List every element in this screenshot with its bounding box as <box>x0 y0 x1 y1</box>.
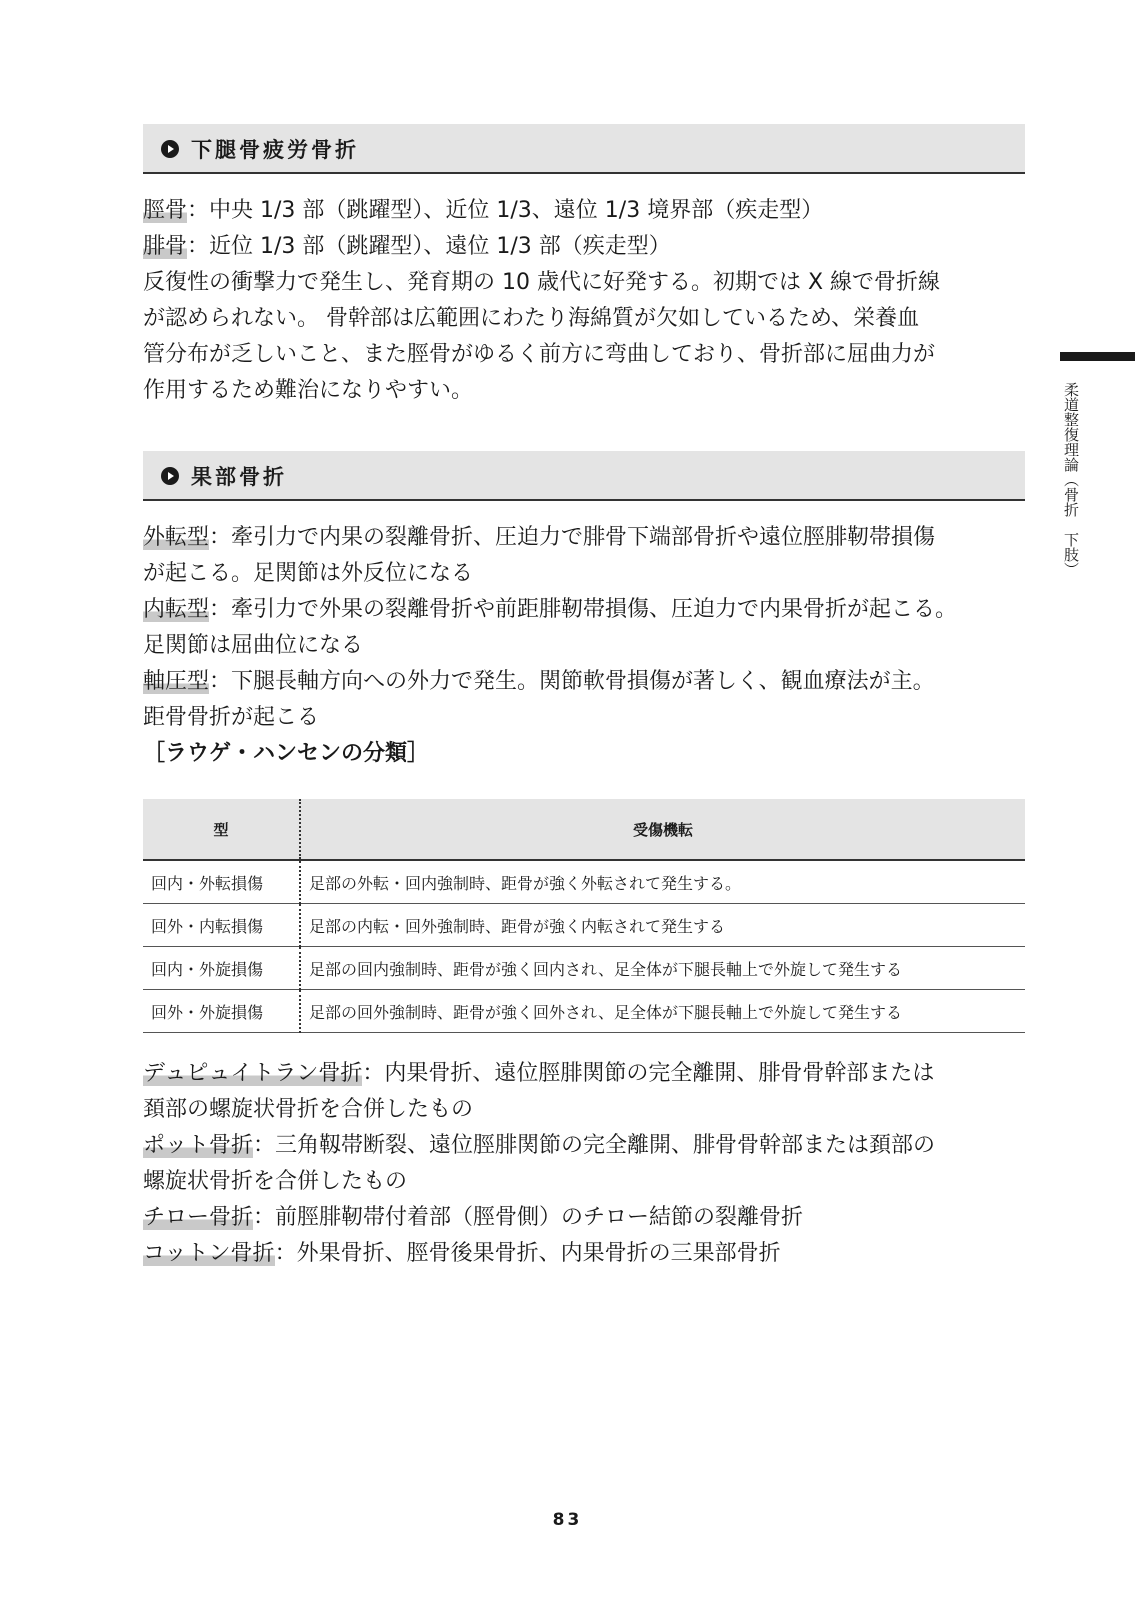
section-header-lower-leg-stress-fracture <box>143 124 1025 174</box>
tibia-line <box>143 193 1043 229</box>
pott-line <box>143 1128 1043 1164</box>
table-row <box>143 860 1025 904</box>
fibula-text: ：近位 1/3 部（跳躍型）、遠位 1/3 部（疾走型） <box>187 234 671 259</box>
section-header-malleolar-fracture <box>143 451 1025 501</box>
cell-type: 回外・外旋損傷 <box>143 990 300 1033</box>
axial-line <box>143 664 1043 700</box>
section-title: 下腿骨疲労骨折 <box>191 138 359 162</box>
cotton-line <box>143 1236 1043 1272</box>
term-cotton: コットン骨折 <box>143 1241 275 1266</box>
term-adduction: 内転型 <box>143 597 210 622</box>
adduction-line-2: 足関節は屈曲位になる <box>143 633 364 658</box>
column-header-type: 型 <box>143 799 300 860</box>
play-bullet-icon <box>161 140 179 158</box>
named-fractures <box>143 1056 1043 1272</box>
dupuytren-text: ：内果骨折、遠位脛腓関節の完全離開、腓骨骨幹部または <box>362 1061 935 1086</box>
term-axial: 軸圧型 <box>143 669 210 694</box>
pott-line-2: 螺旋状骨折を合併したもの <box>143 1169 408 1194</box>
section1-body <box>143 193 1043 409</box>
paragraph-line: 管分布が乏しいこと、また脛骨がゆるく前方に弯曲しており、骨折部に屈曲力が <box>143 342 936 367</box>
dupuytren-line <box>143 1056 1043 1092</box>
section-title: 果部骨折 <box>191 465 287 489</box>
term-pott: ポット骨折 <box>143 1133 254 1158</box>
play-bullet-icon <box>161 467 179 485</box>
tillaux-line <box>143 1200 1043 1236</box>
abduction-line-2: が起こる。足関節は外反位になる <box>143 561 474 586</box>
side-index-tab: 柔道整復理論（骨折 下肢） <box>1062 382 1080 577</box>
table-row <box>143 990 1025 1033</box>
term-fibula: 腓骨 <box>143 234 188 259</box>
cell-type: 回内・外転損傷 <box>143 860 300 904</box>
paragraph-line: 作用するため難治になりやすい。 <box>143 378 474 403</box>
adduction-text: ：牽引力で外果の裂離骨折や前距腓靭帯損傷、圧迫力で内果骨折が起こる。 <box>209 597 958 622</box>
table-row <box>143 904 1025 947</box>
cotton-text: ：外果骨折、脛骨後果骨折、内果骨折の三果部骨折 <box>274 1241 781 1266</box>
term-abduction: 外転型 <box>143 525 210 550</box>
fibula-line <box>143 229 1043 265</box>
page-number: 83 <box>552 1510 583 1530</box>
paragraph-line: 反復性の衝撃力で発生し、発育期の 10 歳代に好発する。初期では X 線で骨折線 <box>143 270 941 295</box>
section2-body <box>143 520 1043 772</box>
term-tillaux: チロー骨折 <box>143 1205 254 1230</box>
dupuytren-line-2: 頚部の螺旋状骨折を合併したもの <box>143 1097 474 1122</box>
adduction-line <box>143 592 1043 628</box>
paragraph-line: が認められない。 骨幹部は広範囲にわたり海綿質が欠如しているため、栄養血 <box>143 306 920 331</box>
lauge-hansen-table <box>143 799 1025 1033</box>
cell-type: 回内・外旋損傷 <box>143 947 300 990</box>
tillaux-text: ：前脛腓靭帯付着部（脛骨側）のチロー結節の裂離骨折 <box>253 1205 804 1230</box>
tibia-text: ：中央 1/3 部（跳躍型）、近位 1/3、遠位 1/3 境界部（疾走型） <box>187 198 824 223</box>
table-row <box>143 947 1025 990</box>
cell-mechanism: 足部の内転・回外強制時、距骨が強く内転されて発生する <box>300 904 1025 947</box>
cell-type: 回外・内転損傷 <box>143 904 300 947</box>
axial-text: ：下腿長軸方向への外力で発生。関節軟骨損傷が著しく、観血療法が主。 <box>209 669 935 694</box>
axial-line-2: 距骨骨折が起こる <box>143 705 320 730</box>
cell-mechanism: 足部の回内強制時、距骨が強く回内され、足全体が下腿長軸上で外旋して発生する <box>300 947 1025 990</box>
term-tibia: 脛骨 <box>143 198 188 223</box>
abduction-text: ：牽引力で内果の裂離骨折、圧迫力で腓骨下端部骨折や遠位脛腓靭帯損傷 <box>209 525 936 550</box>
column-header-mechanism: 受傷機転 <box>300 799 1025 860</box>
abduction-line <box>143 520 1043 556</box>
term-dupuytren: デュピュイトラン骨折 <box>143 1061 363 1086</box>
cell-mechanism: 足部の回外強制時、距骨が強く回外され、足全体が下腿長軸上で外旋して発生する <box>300 990 1025 1033</box>
pott-text: ：三角靱帯断裂、遠位脛腓関節の完全離開、腓骨骨幹部または頚部の <box>253 1133 936 1158</box>
side-index-bar <box>1060 352 1135 361</box>
table-header-row <box>143 799 1025 860</box>
classification-title: ［ラウゲ・ハンセンの分類］ <box>143 741 430 766</box>
cell-mechanism: 足部の外転・回内強制時、距骨が強く外転されて発生する。 <box>300 860 1025 904</box>
